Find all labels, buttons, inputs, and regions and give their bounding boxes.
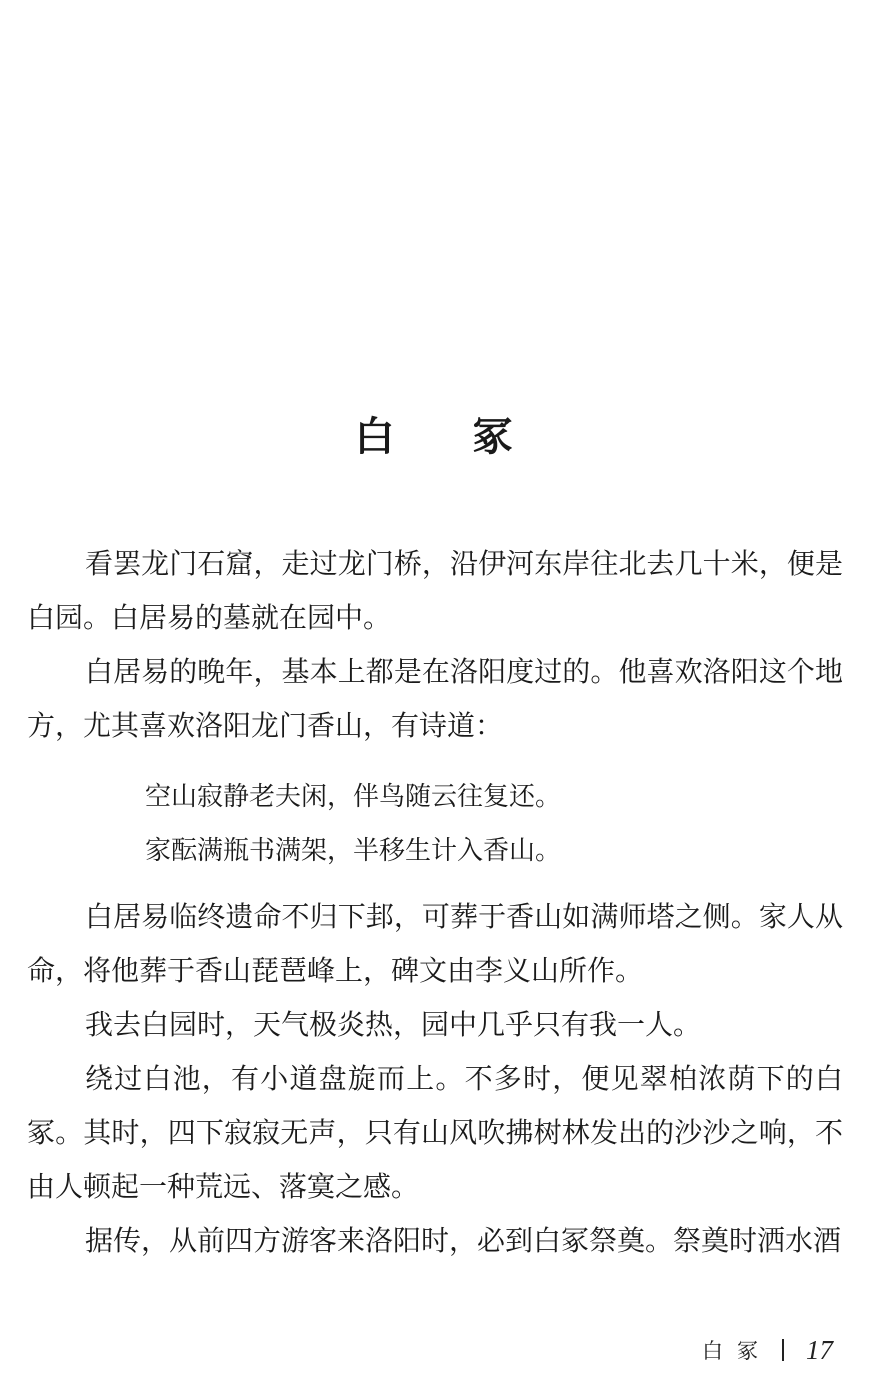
poem-line: 空山寂静老夫闲，伴鸟随云往复还。 [145, 782, 562, 812]
chapter-title-char-2: 冢 [472, 413, 515, 460]
paragraph: 看罢龙门石窟，走过龙门桥，沿伊河东岸往北去几十米，便是白园。白居易的墓就在园中。 [27, 547, 843, 634]
paragraph: 白居易临终遗命不归下邽，可葬于香山如满师塔之侧。家人从命，将他葬于香山琵琶峰上，碑文由李义山所作。 [27, 900, 843, 987]
chapter-title-char-1: 白 [354, 413, 397, 460]
paragraph: 我去白园时，天气极炎热，园中几乎只有我一人。 [85, 1008, 702, 1041]
body-text-before-poem [27, 537, 843, 753]
poem-block [145, 770, 825, 878]
page-number: 17 [806, 1334, 833, 1365]
chapter-title [0, 411, 869, 463]
paragraph: 绕过白池，有小道盘旋而上。不多时，便见翠柏浓荫下的白冢。其时，四下寂寂无声，只有山风吹拂树林发出的沙沙之响，不由人顿起一种荒远、落寞之感。 [27, 1062, 843, 1203]
poem-line: 家酝满瓶书满架，半移生计入香山。 [145, 836, 562, 866]
paragraph: 据传，从前四方游客来洛阳时，必到白冢祭奠。祭奠时洒水酒 [85, 1224, 842, 1257]
footer-divider [782, 1339, 784, 1361]
page-footer [702, 1330, 833, 1370]
body-text-after-poem [27, 890, 843, 1268]
paragraph: 白居易的晚年，基本上都是在洛阳度过的。他喜欢洛阳这个地方，尤其喜欢洛阳龙门香山，有诗道： [27, 655, 843, 742]
running-head: 白冢 [702, 1339, 772, 1363]
